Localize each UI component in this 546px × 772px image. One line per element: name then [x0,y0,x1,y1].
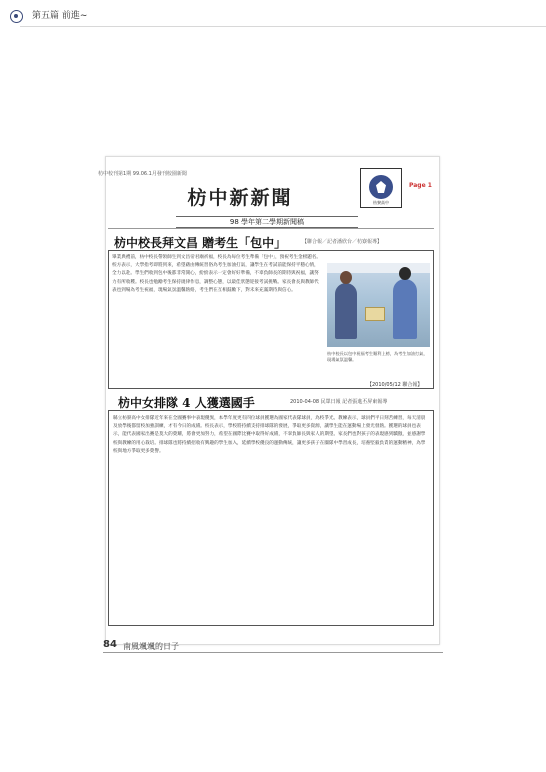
chapter-label: 第五篇 前進~ [32,11,88,21]
footer-rule [103,652,443,653]
school-emblem-icon [369,175,393,199]
page-number: 84 [103,639,117,650]
article2-meta: 2010-04-08 民眾日報 記者張進丕屏東報導 [290,399,388,405]
chapter-header [10,10,210,26]
footer-title: 南風颯颯的日子 [123,642,179,651]
article1-photo-caption: 枋中校長以包中祝福考生順利上榜，為考生加油打氣，現場氣氛溫馨。 [327,351,428,362]
chapter-marker-icon [10,10,23,23]
article2-headline: 枋中女排隊 4 人獲選國手 [118,396,255,410]
article2-box [108,410,434,626]
article1-meta: 【聯合報／記者潘欣台／枋寮報導】 [302,239,383,245]
article1-body: 畢業典禮前，枋中校長帶領師生到文昌帝君廟祈福，校長為每位考生準備「包中」，預祝考生金榜題名。校方表示，大學指考即將到來，希望藉由傳統習俗為考生加油打氣，讓學生在考試前能保持平穩心情，全力以赴。學生們收到包中後都非常開心，紛紛表示一定會好好準備，不辜負師長的期待與祝福，讓努力有所收穫。校長也勉勵考生保持規律作息，調整心態，以最佳狀態迎接考試挑戰。家長會長與教師代表也到場為考生祝福，現場氣氛溫馨熱絡，考生們在互相鼓勵下，對未來充滿期待與信心。 [112,255,322,293]
article1-headline: 枋中校長拜文昌 贈考生「包中」 [114,236,287,250]
school-logo-label: 枋寮高中 [373,200,389,205]
chapter-rule [20,26,546,27]
page-footer [103,639,443,653]
page-tag: Page 1 [409,182,432,189]
newspaper-masthead: 枋中新新聞 [187,187,293,209]
school-logo [360,168,402,208]
newspaper-subtitle: 98 學年第二學期新聞稿 [176,216,358,228]
article2-body: 縣立枋寮高中女排隊近年來在全國賽事中表現優異，本學年度更有四位球員獲選為國家代表隊球員，為校爭光。教練表示，球員們平日刻苦練習，每天清晨及放學後都留校加強訓練，才有今日的成績。校長表示，學校將持續支持排球隊的發展，爭取更多資源，讓學生能在運動場上發光發熱。獲選的球員也表示，能代表國家出賽是莫大的榮耀，將會更加努力，希望在國際比賽中取得好成績，不辜負師長與家人的期望。家長們也對孩子的表現感到驕傲，並感謝學校與教練的用心栽培。排球隊也將持續招收有興趣的學生加入，延續學校優良的運動傳統，讓更多孩子在團隊中學習成長，培養堅毅負責的運動精神，為學校與地方爭取更多榮譽。 [113,416,426,454]
article1-date: 【2010/05/12 聯合報】 [367,382,423,388]
article1-photo [327,263,430,347]
article1-box [108,250,434,389]
masthead-rule [108,228,434,229]
newspaper-top-line: 枋中校刊第1期 99.06.1月發刊校園新聞 [98,171,187,177]
